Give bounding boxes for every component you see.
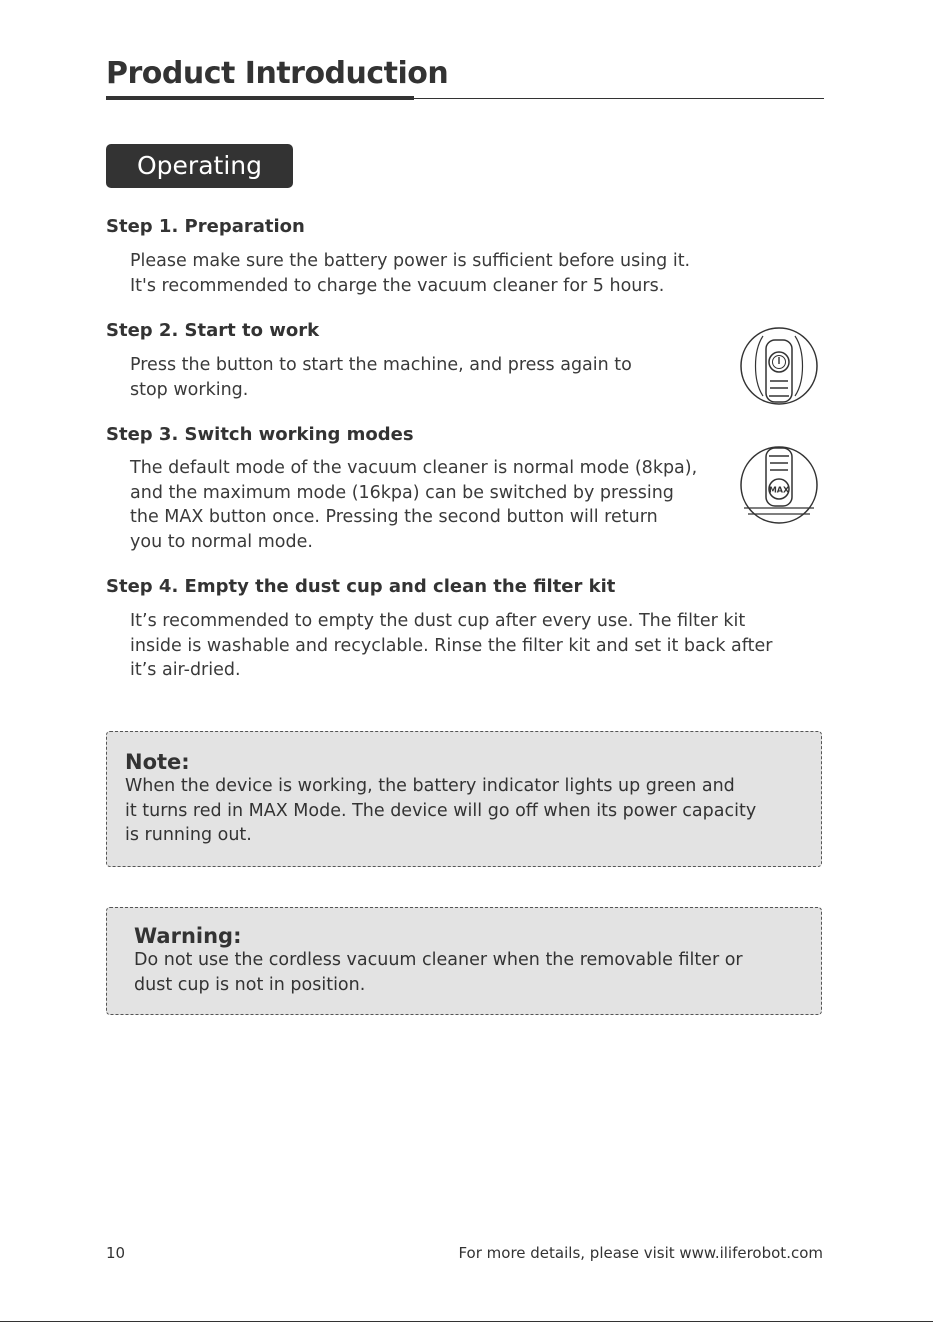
- step-1-heading: Step 1. Preparation: [106, 216, 305, 237]
- note-text-line: is running out.: [125, 825, 252, 845]
- step-2-line: stop working.: [130, 379, 249, 400]
- max-button-label: MAX: [768, 485, 790, 495]
- max-button-illustration-icon: [738, 446, 820, 528]
- step-2-heading: Step 2. Start to work: [106, 320, 320, 341]
- step-3-line: The default mode of the vacuum cleaner is normal mode (8kpa),: [130, 458, 698, 478]
- step-2-body: [130, 353, 632, 402]
- section-badge-operating: Operating: [106, 144, 293, 188]
- step-3-heading: Step 3. Switch working modes: [106, 424, 414, 445]
- step-2-line: Press the button to start the machine, and press again to: [130, 355, 632, 375]
- page-title: Product Introduction: [106, 56, 449, 91]
- footer-website-note: For more details, please visit www.iliferobot.com: [458, 1244, 823, 1262]
- warning-text-line: Do not use the cordless vacuum cleaner when the removable filter or: [134, 950, 743, 970]
- note-text-line: it turns red in MAX Mode. The device will go off when its power capacity: [125, 800, 757, 821]
- page-bottom-rule: [0, 1321, 933, 1322]
- step-1-body: [130, 249, 690, 298]
- step-4-line: it’s air-dried.: [130, 660, 241, 680]
- step-1-line: It's recommended to charge the vacuum cleaner for 5 hours.: [130, 275, 665, 296]
- warning-text-line: dust cup is not in position.: [134, 974, 366, 995]
- step-3-line: you to normal mode.: [130, 531, 313, 552]
- step-4-heading: Step 4. Empty the dust cup and clean the filter kit: [106, 576, 616, 597]
- step-4-line: inside is washable and recyclable. Rinse the filter kit and set it back after: [130, 635, 773, 656]
- step-4-body: [130, 609, 772, 683]
- note-text-line: When the device is working, the battery indicator lights up green and: [125, 776, 735, 796]
- step-3-line: the MAX button once. Pressing the second button will return: [130, 507, 658, 527]
- note-callout: [106, 731, 822, 867]
- step-3-body: [130, 456, 697, 554]
- warning-callout: [106, 907, 822, 1015]
- step-1-line: Please make sure the battery power is sufficient before using it.: [130, 251, 691, 271]
- step-4-line: It’s recommended to empty the dust cup after every use. The filter kit: [130, 611, 746, 631]
- power-button-illustration-icon: [738, 326, 820, 408]
- step-3-line: and the maximum mode (16kpa) can be switched by pressing: [130, 482, 674, 503]
- title-underline-accent: [106, 96, 414, 100]
- warning-heading: Warning:: [134, 924, 242, 948]
- note-heading: Note:: [125, 750, 190, 774]
- page-number: 10: [106, 1244, 126, 1262]
